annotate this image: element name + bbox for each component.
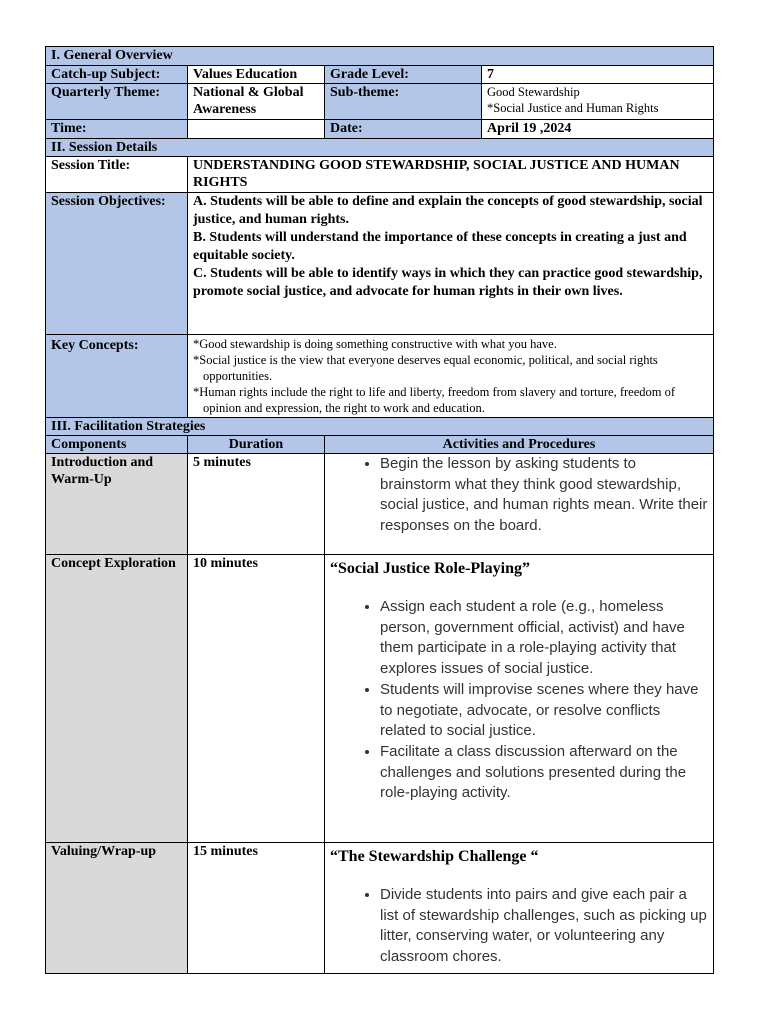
theme-label: Quarterly Theme: xyxy=(46,84,188,120)
key-concepts-list xyxy=(188,335,714,418)
subtheme-label: Sub-theme: xyxy=(325,84,482,120)
table-row xyxy=(46,454,714,555)
component-cell: Concept Exploration xyxy=(46,555,188,843)
concept-social-justice: *Social justice is the view that everyone deserves equal economic, political, and social rights opportunities. xyxy=(193,353,658,383)
theme-value: National & Global Awareness xyxy=(188,84,325,120)
section-heading-session-details: II. Session Details xyxy=(46,139,714,157)
list-item: • Students will improvise scenes where they have to negotiate, advocate, or resolve conflicts related to social justice. xyxy=(380,680,708,742)
list-item: • Assign each student a role (e.g., homeless person, government official, activist) and have them participate in a role-playing activity that explores issues of social justice. xyxy=(380,597,708,680)
lesson-plan-table xyxy=(45,46,714,974)
activities-cell xyxy=(325,843,714,974)
activities-cell xyxy=(325,555,714,843)
list-item: • Begin the lesson by asking students to brainstorm what they think good stewardship, social justice, and human rights mean. Write their responses on the board. xyxy=(380,454,708,537)
table-row xyxy=(46,555,714,843)
subtheme-line-2: *Social Justice and Human Rights xyxy=(487,101,659,115)
list-item: • Facilitate a class discussion afterward on the challenges and solutions presented during the role-playing activity. xyxy=(380,742,708,804)
section-heading-facilitation: III. Facilitation Strategies xyxy=(46,418,714,436)
activity-bullet-list xyxy=(330,885,708,968)
date-label: Date: xyxy=(325,120,482,139)
concept-stewardship: *Good stewardship is doing something constructive with what you have. xyxy=(193,337,557,351)
objective-a: A. Students will be able to define and explain the concepts of good stewardship, social justice, and human rights. xyxy=(193,194,703,227)
activity-title: “Social Justice Role-Playing” xyxy=(330,560,530,577)
grade-value: 7 xyxy=(482,66,714,84)
component-cell: Introduction and Warm-Up xyxy=(46,454,188,555)
activity-bullet-list xyxy=(330,597,708,804)
objectives-label: Session Objectives: xyxy=(46,193,188,335)
column-header-activities: Activities and Procedures xyxy=(325,436,714,454)
time-value xyxy=(188,120,325,139)
subject-label: Catch-up Subject: xyxy=(46,66,188,84)
component-cell: Valuing/Wrap-up xyxy=(46,843,188,974)
session-title-value: UNDERSTANDING GOOD STEWARDSHIP, SOCIAL JUSTICE AND HUMAN RIGHTS xyxy=(188,157,714,193)
date-value: April 19 ,2024 xyxy=(482,120,714,139)
column-header-duration: Duration xyxy=(188,436,325,454)
duration-cell: 5 minutes xyxy=(188,454,325,555)
lesson-plan-document xyxy=(45,46,713,974)
session-title-label: Session Title: xyxy=(46,157,188,193)
subject-value: Values Education xyxy=(188,66,325,84)
key-concepts-label: Key Concepts: xyxy=(46,335,188,418)
objective-b: B. Students will understand the importance of these concepts in creating a just and equitable society. xyxy=(193,230,687,263)
objectives-list xyxy=(188,193,714,335)
time-label: Time: xyxy=(46,120,188,139)
objective-c: C. Students will be able to identify ways in which they can practice good stewardship, promote social justice, and advocate for human rights in their own lives. xyxy=(193,266,703,299)
section-heading-general-overview: I. General Overview xyxy=(46,47,714,66)
column-header-components: Components xyxy=(46,436,188,454)
concept-human-rights: *Human rights include the right to life and liberty, freedom from slavery and torture, freedom of opinion and expression, the right to work and education. xyxy=(193,385,676,415)
table-row xyxy=(46,843,714,974)
list-item: • Divide students into pairs and give each pair a list of stewardship challenges, such as picking up litter, conserving water, or volunteering any classroom chores. xyxy=(380,885,708,968)
subtheme-value xyxy=(482,84,714,120)
subtheme-line-1: Good Stewardship xyxy=(487,85,580,99)
duration-cell: 15 minutes xyxy=(188,843,325,974)
activity-title: “The Stewardship Challenge “ xyxy=(330,848,539,865)
activities-cell xyxy=(325,454,714,555)
activity-bullet-list xyxy=(330,454,708,537)
duration-cell: 10 minutes xyxy=(188,555,325,843)
grade-label: Grade Level: xyxy=(325,66,482,84)
